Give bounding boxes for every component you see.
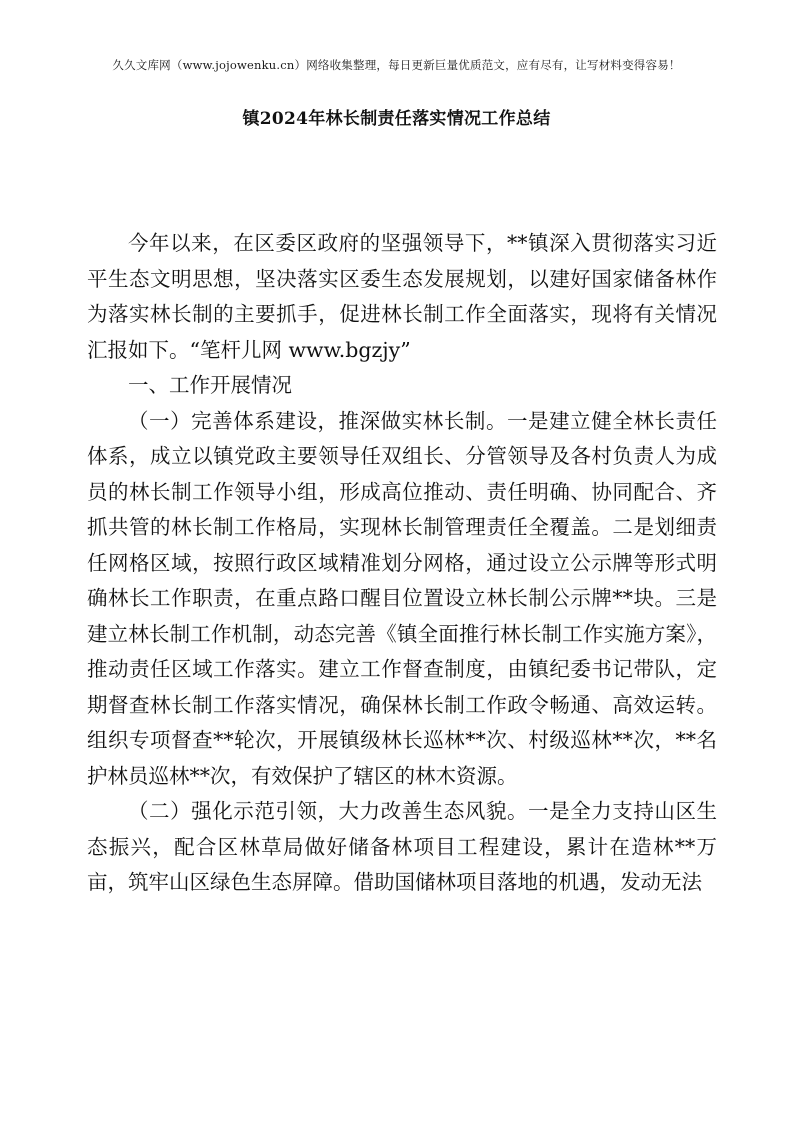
header-note: 久久文库网（www.jojowenku.cn）网络收集整理，每日更新巨量优质范文，应有尽有，让写材料变得容易！ bbox=[112, 58, 681, 72]
document-body bbox=[87, 226, 717, 901]
paragraph-intro: 今年以来，在区委区政府的坚强领导下，**镇深入贯彻落实习近平生态文明思想，坚决落实区委生态发展规划，以建好国家储备林作为落实林长制的主要抓手，促进林长制工作全面落实，现将有关情况汇报如下。“笔杆儿网 www.bgzjy” bbox=[87, 231, 717, 362]
paragraph-system-building: （一）完善体系建设，推深做实林长制。一是建立健全林长责任体系，成立以镇党政主要领导任双组长、分管领导及各村负责人为成员的林长制工作领导小组，形成高位推动、责任明确、协同配合、齐抓共管的林长制工作格局，实现林长制管理责任全覆盖。二是划细责任网格区域，按照行政区域精准划分网格，通过设立公示牌等形式明确林长工作职责，在重点路口醒目位置设立林长制公示牌**块。三是建立林长制工作机制，动态完善《镇全面推行林长制工作实施方案》，推动责任区域工作落实。建立工作督查制度，由镇纪委书记带队，定期督查林长制工作落实情况，确保林长制工作政令畅通、高效运转。组织专项督查**轮次，开展镇级林长巡林**次、村级巡林**次，**名护林员巡林**次，有效保护了辖区的林木资源。 bbox=[87, 408, 717, 788]
document-title: 镇2024年林长制责任落实情况工作总结 bbox=[242, 109, 551, 129]
paragraph-demonstration: （二）强化示范引领，大力改善生态风貌。一是全力支持山区生态振兴，配合区林草局做好储备林项目工程建设，累计在造林**万亩，筑牢山区绿色生态屏障。借助国储林项目落地的机遇，发动无法 bbox=[87, 799, 717, 894]
section-heading: 一、工作开展情况 bbox=[128, 373, 292, 397]
